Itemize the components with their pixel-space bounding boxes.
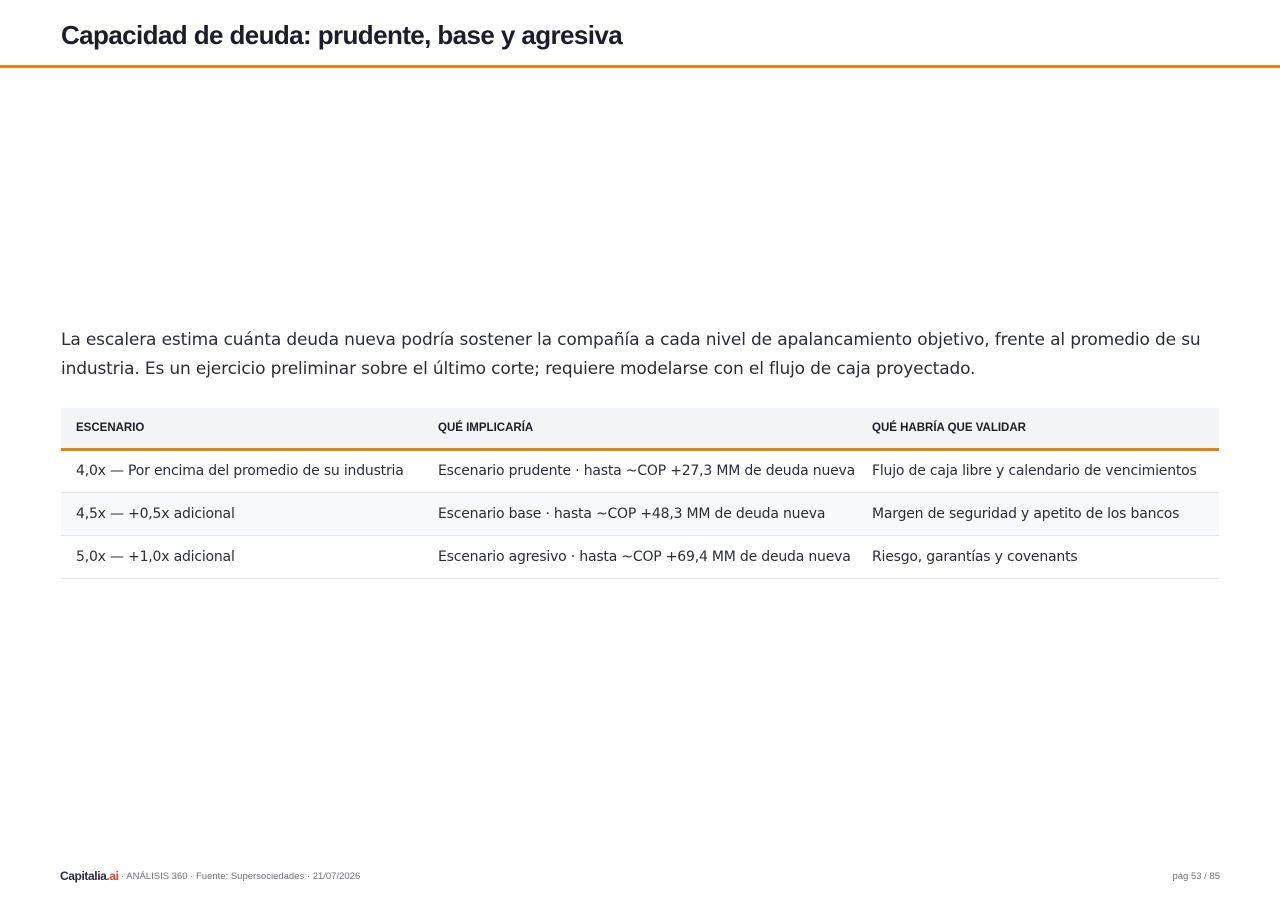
table-cell: Escenario base · hasta ~COP +48,3 MM de deuda nueva [423, 492, 857, 535]
table-cell: 4,5x — +0,5x adicional [61, 492, 423, 535]
table-row [61, 449, 1219, 492]
column-header-escenario: ESCENARIO [61, 408, 423, 449]
table-row [61, 535, 1219, 578]
scenario-table [61, 408, 1219, 579]
column-header-implicaria: QUÉ IMPLICARÍA [423, 408, 857, 449]
brand-suffix: .ai [106, 869, 119, 883]
intro-paragraph: La escalera estima cuánta deuda nueva podría sostener la compañía a cada nivel de apalancamiento objetivo, frente al promedio de su industria. Es un ejercicio preliminar sobre el último corte; requiere modelarse con el flujo de caja proyectado. [61, 330, 1201, 379]
table-row [61, 492, 1219, 535]
table-header-row [61, 408, 1219, 449]
page-title: Capacidad de deuda: prudente, base y agresiva [61, 20, 623, 50]
table-cell: Escenario prudente · hasta ~COP +27,3 MM de deuda nueva [423, 449, 857, 492]
footer-meta: · ANÁLISIS 360 · Fuente: Supersociedades · 21/07/2026 [121, 871, 361, 882]
table-cell: Escenario agresivo · hasta ~COP +69,4 MM de deuda nueva [423, 535, 857, 578]
table-cell: Riesgo, garantías y covenants [857, 535, 1219, 578]
brand-logo [60, 869, 119, 883]
table-cell: Flujo de caja libre y calendario de vencimientos [857, 449, 1219, 492]
brand-name: Capitalia [60, 869, 107, 883]
table-cell: Margen de seguridad y apetito de los bancos [857, 492, 1219, 535]
page-header [0, 0, 1280, 68]
table-cell: 4,0x — Por encima del promedio de su industria [61, 449, 423, 492]
page-number: pág 53 / 85 [1172, 871, 1220, 882]
page-footer [60, 869, 1220, 885]
table-cell: 5,0x — +1,0x adicional [61, 535, 423, 578]
column-header-validar: QUÉ HABRÍA QUE VALIDAR [857, 408, 1219, 449]
